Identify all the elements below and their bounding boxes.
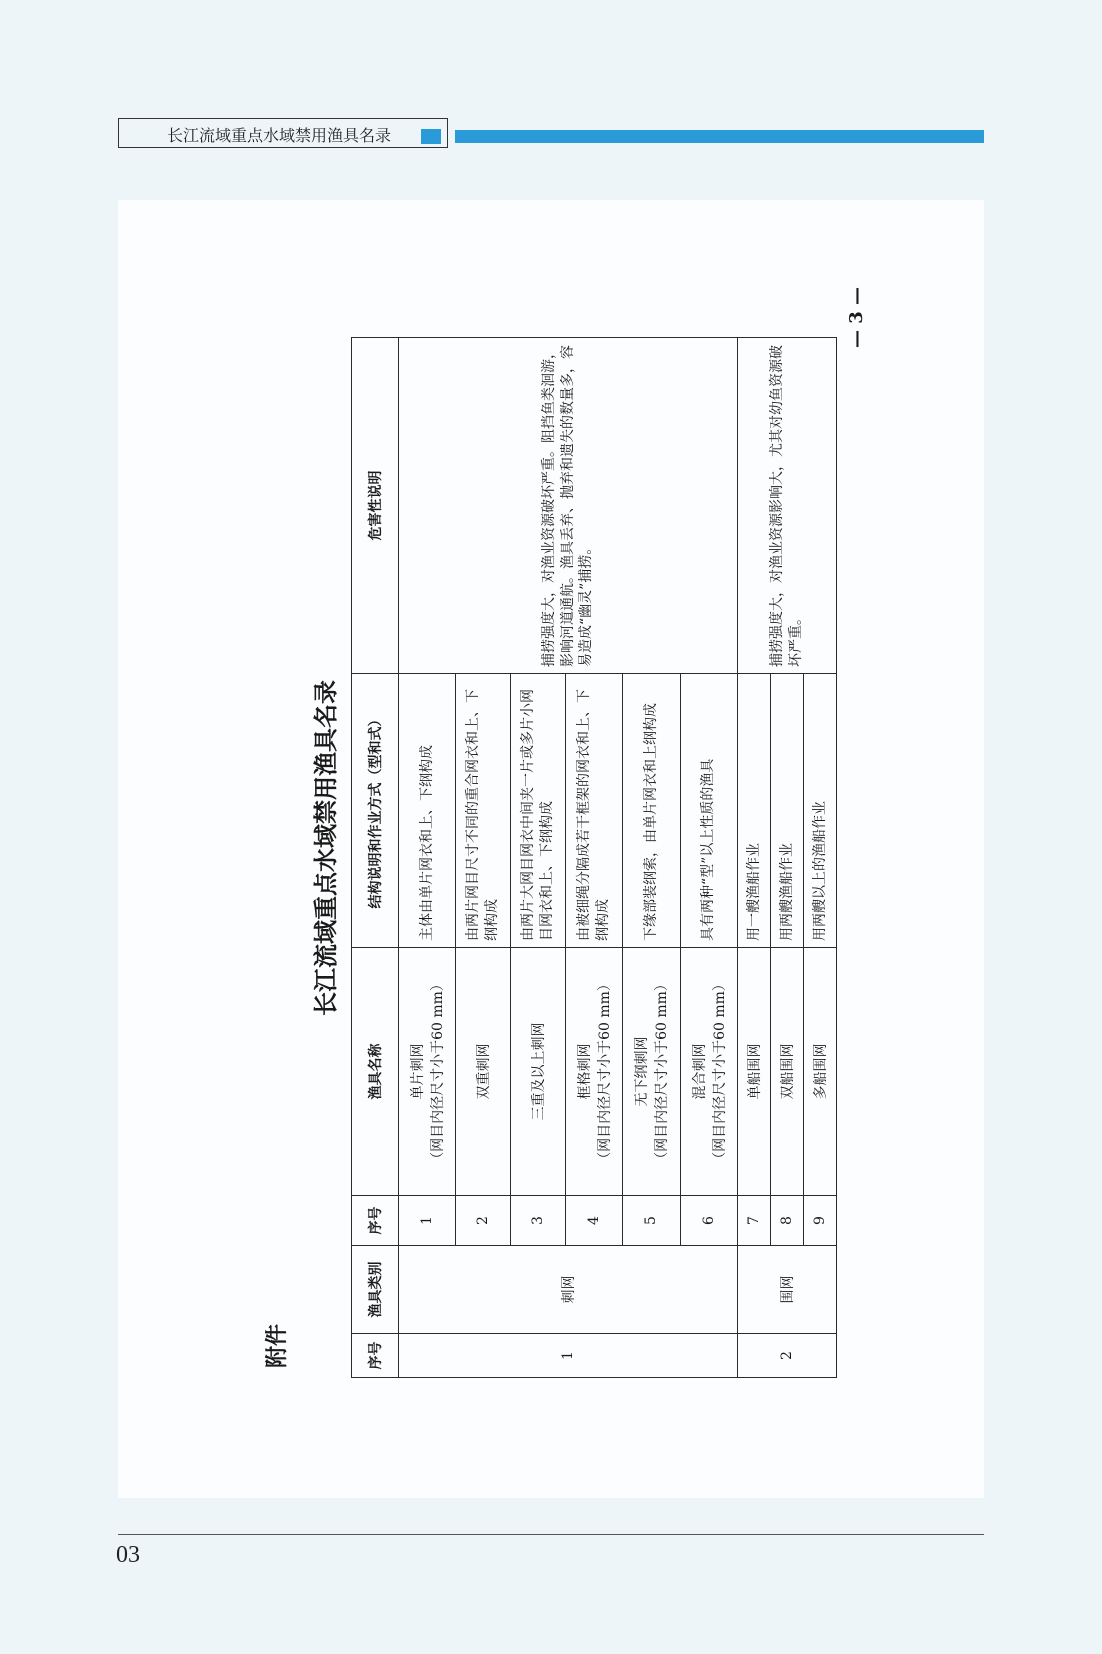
gear-name: 双船围网 xyxy=(779,1043,796,1100)
gear-name-cell xyxy=(738,948,771,1196)
gear-name-cell xyxy=(770,948,803,1196)
column-header: 危害性说明 xyxy=(352,338,399,674)
gear-name: 多船围网 xyxy=(812,1043,829,1100)
document-page-number: — 3 — xyxy=(846,286,867,348)
structure-description: 由被细绳分隔成若干框架的网衣和上、下纲构成 xyxy=(565,674,622,948)
gear-name: 双重刺网 xyxy=(476,1043,493,1100)
header-title: 长江流域重点水域禁用渔具名录 xyxy=(167,126,392,145)
gear-name: 单船围网 xyxy=(746,1043,763,1100)
header-box xyxy=(118,118,448,148)
structure-description: 具有两种“型”以上性质的渔具 xyxy=(680,674,737,948)
gear-name-cell xyxy=(803,948,836,1196)
column-header: 序号 xyxy=(352,1334,399,1378)
group-number: 1 xyxy=(399,1334,738,1378)
gear-name: 框格刺网 xyxy=(576,1043,593,1100)
gear-name: 混合刺网 xyxy=(691,1043,708,1100)
harm-description: 捕捞强度大，对渔业资源影响大，尤其对幼鱼资源破坏严重。 xyxy=(738,338,837,674)
item-number: 4 xyxy=(565,1196,622,1246)
harm-description: 捕捞强度大，对渔业资源破坏严重。阻挡鱼类洄游，影响河道通航。渔具丢弃、抛弃和遗失的数量多，容易造成“幽灵”捕捞。 xyxy=(399,338,738,674)
gear-category: 刺网 xyxy=(399,1246,738,1334)
item-number: 1 xyxy=(399,1196,456,1246)
table-row xyxy=(399,338,456,1378)
structure-description: 由两片网目尺寸不同的重合网衣和上、下纲构成 xyxy=(456,674,511,948)
gear-note: （网目内径尺寸小于60 mm） xyxy=(711,977,728,1166)
table-header-row xyxy=(352,338,399,1378)
header-accent-bar xyxy=(455,130,984,143)
item-number: 5 xyxy=(623,1196,680,1246)
item-number: 7 xyxy=(738,1196,771,1246)
gear-note: （网目内径尺寸小于60 mm） xyxy=(430,977,447,1166)
table-row xyxy=(738,338,771,1378)
item-number: 2 xyxy=(456,1196,511,1246)
gear-name: 无下纲刺网 xyxy=(634,1036,651,1107)
attachment-label: 附件 xyxy=(265,1323,290,1368)
structure-description: 下缘部装纲索，由单片网衣和上纲构成 xyxy=(623,674,680,948)
document-title: 长江流域重点水域禁用渔具名录 xyxy=(312,680,340,1016)
footer-page-number: 03 xyxy=(116,1542,140,1568)
column-header: 渔具名称 xyxy=(352,948,399,1196)
structure-description: 用一艘渔船作业 xyxy=(738,674,771,948)
gear-name-cell xyxy=(680,948,737,1196)
structure-description: 主体由单片网衣和上、下纲构成 xyxy=(399,674,456,948)
gear-note: （网目内径尺寸小于60 mm） xyxy=(596,977,613,1166)
gear-category: 围网 xyxy=(738,1246,837,1334)
footer-divider xyxy=(118,1534,984,1535)
group-number: 2 xyxy=(738,1334,837,1378)
item-number: 9 xyxy=(803,1196,836,1246)
gear-name: 三重及以上刺网 xyxy=(530,1022,547,1121)
item-number: 8 xyxy=(770,1196,803,1246)
item-number: 6 xyxy=(680,1196,737,1246)
scanned-page xyxy=(118,200,984,1498)
gear-name: 单片刺网 xyxy=(410,1043,427,1100)
gear-note: （网目内径尺寸小于60 mm） xyxy=(654,977,671,1166)
gear-name-cell xyxy=(399,948,456,1196)
header-accent-square xyxy=(421,129,441,144)
structure-description: 用两艘以上的渔船作业 xyxy=(803,674,836,948)
gear-name-cell xyxy=(511,948,566,1196)
gear-name-cell xyxy=(623,948,680,1196)
structure-description: 由两片大网目网衣中间夹一片或多片小网目网衣和上、下纲构成 xyxy=(511,674,566,948)
column-header: 结构说明和作业方式（型和式） xyxy=(352,674,399,948)
column-header: 序号 xyxy=(352,1196,399,1246)
fishing-gear-table xyxy=(351,337,837,1378)
gear-name-cell xyxy=(456,948,511,1196)
column-header: 渔具类别 xyxy=(352,1246,399,1334)
item-number: 3 xyxy=(511,1196,566,1246)
gear-name-cell xyxy=(565,948,622,1196)
structure-description: 用两艘渔船作业 xyxy=(770,674,803,948)
rotated-document xyxy=(118,200,984,1498)
